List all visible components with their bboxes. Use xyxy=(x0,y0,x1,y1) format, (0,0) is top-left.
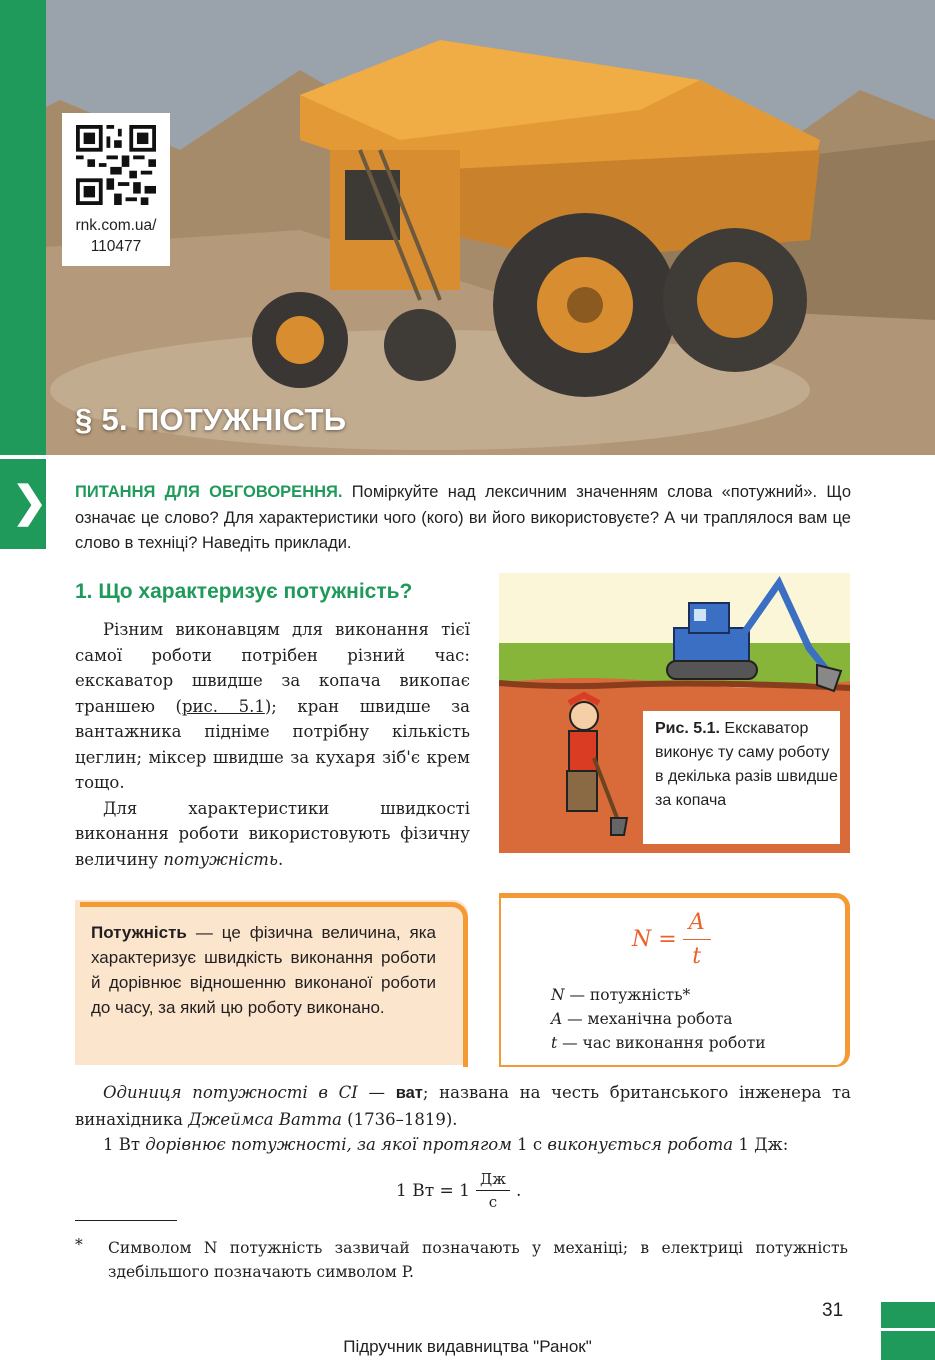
definition-term: Потужність xyxy=(91,923,187,942)
power-formula-layout xyxy=(632,910,711,969)
unit-text-d: (1736–1819). xyxy=(341,1109,458,1129)
side-tab xyxy=(0,459,46,549)
legend-text: — механічна робота xyxy=(562,1010,733,1028)
figure-caption-text: Екскаватор виконує ту саму роботу в декілька разів швидше за копача xyxy=(655,720,838,809)
publisher-footer: Підручник видавництва "Ранок" xyxy=(343,1337,592,1356)
formula-denominator: t xyxy=(692,944,702,969)
footnote-text: Символом N потужність зазвичай позначають у механіці; в електриці потужність здебільшого позначають символом P. xyxy=(108,1239,848,1281)
page-number: 31 xyxy=(822,1300,844,1321)
section-heading: 1. Що характеризує потужність? xyxy=(75,580,413,603)
page-title: § 5. ПОТУЖНІСТЬ xyxy=(75,402,347,437)
definition-body: — це фізична величина, яка характеризує швидкість виконання роботи й дорівнює відношенню виконаної роботи до часу, за який цю роботу виконано. xyxy=(91,923,436,1017)
legend-text: — час виконання роботи xyxy=(557,1034,766,1052)
legend-text: — потужність* xyxy=(564,986,691,1004)
definition-text xyxy=(91,920,436,1020)
paragraph-2-text-a: Для характеристики швидкості виконання роботи використовують фізичну величину xyxy=(75,798,470,869)
footnote-marker: * xyxy=(75,1236,83,1254)
unit-dash: — xyxy=(357,1083,396,1102)
formula-legend xyxy=(551,983,766,1055)
qr-code-card[interactable] xyxy=(62,113,170,266)
watt-formula-lhs: 1 Вт = 1 xyxy=(396,1180,470,1201)
footnote-divider xyxy=(75,1220,177,1221)
formula-numerator: A xyxy=(683,910,711,940)
watt-formula-layout xyxy=(396,1170,521,1211)
unit-paragraph xyxy=(75,1080,851,1158)
figure-label: Рис. 5.1. xyxy=(655,720,720,737)
section-body xyxy=(75,617,470,872)
unit-name: ват xyxy=(395,1084,423,1102)
legend-symbol: N xyxy=(551,986,565,1004)
formula-lhs: N = xyxy=(632,927,677,952)
legend-item xyxy=(551,1007,766,1031)
legend-item xyxy=(551,983,766,1007)
unit-person: Джеймса Ватта xyxy=(188,1109,342,1129)
unit-text-a: Одиниця потужності в СІ xyxy=(103,1083,358,1102)
legend-symbol: t xyxy=(551,1034,558,1052)
legend-symbol: A xyxy=(551,1010,563,1028)
paragraph-2-text-b: . xyxy=(277,849,284,869)
qr-code-id: 110477 xyxy=(90,238,142,255)
watt-formula-end: . xyxy=(516,1180,522,1201)
header-green-stripe xyxy=(0,0,46,455)
paragraph-1-text-b: ); кран швидше за вантажника підніме потрібну кількість цеглин; міксер швидше за кухаря зіб'є крем тощо. xyxy=(75,696,470,792)
legend-item xyxy=(551,1031,766,1055)
unit-text-c: ; названа на честь британського інженера та винахідника xyxy=(75,1083,851,1129)
qr-code-icon xyxy=(76,125,156,205)
power-formula xyxy=(632,910,711,969)
watt-text-e: 1 Дж: xyxy=(733,1135,789,1154)
watt-text-c: 1 с xyxy=(511,1135,548,1154)
discussion-block xyxy=(75,480,851,557)
discussion-text: Поміркуйте над лексичним значенням слова «потужний». Що означає це слово? Для характеристики чого (кого) ви його використовуєте? А чи траплялося вам це слово в техніці? Наведіть приклади. xyxy=(75,483,851,552)
paragraph-2 xyxy=(75,796,470,873)
qr-link-text xyxy=(62,215,170,257)
unit-line-2 xyxy=(75,1132,851,1158)
figure-reference-link[interactable]: рис. 5.1 xyxy=(182,696,265,716)
watt-text-a: 1 Вт xyxy=(103,1135,146,1154)
discussion-lead: ПИТАННЯ ДЛЯ ОБГОВОРЕННЯ. xyxy=(75,483,343,501)
watt-formula-denominator: с xyxy=(488,1193,498,1211)
watt-text-d: виконується робота xyxy=(547,1135,734,1154)
paragraph-1-text-a: Різним виконавцям для виконання тієї самої роботи потрібен різний час: екскаватор швидше за копача викопає траншею ( xyxy=(75,620,470,716)
chevron-right-icon: ❯ xyxy=(12,478,48,525)
unit-line-1 xyxy=(75,1080,851,1132)
watt-formula-numerator: Дж xyxy=(476,1170,510,1191)
watt-text-b: дорівнює потужності, за якої протягом xyxy=(145,1135,512,1154)
watt-formula xyxy=(396,1170,521,1211)
term-power: потужність xyxy=(163,849,278,869)
figure-caption xyxy=(643,711,840,844)
qr-url: rnk.com.ua/ xyxy=(75,217,157,234)
paragraph-1 xyxy=(75,617,470,796)
page-corner-mark xyxy=(881,1302,935,1328)
